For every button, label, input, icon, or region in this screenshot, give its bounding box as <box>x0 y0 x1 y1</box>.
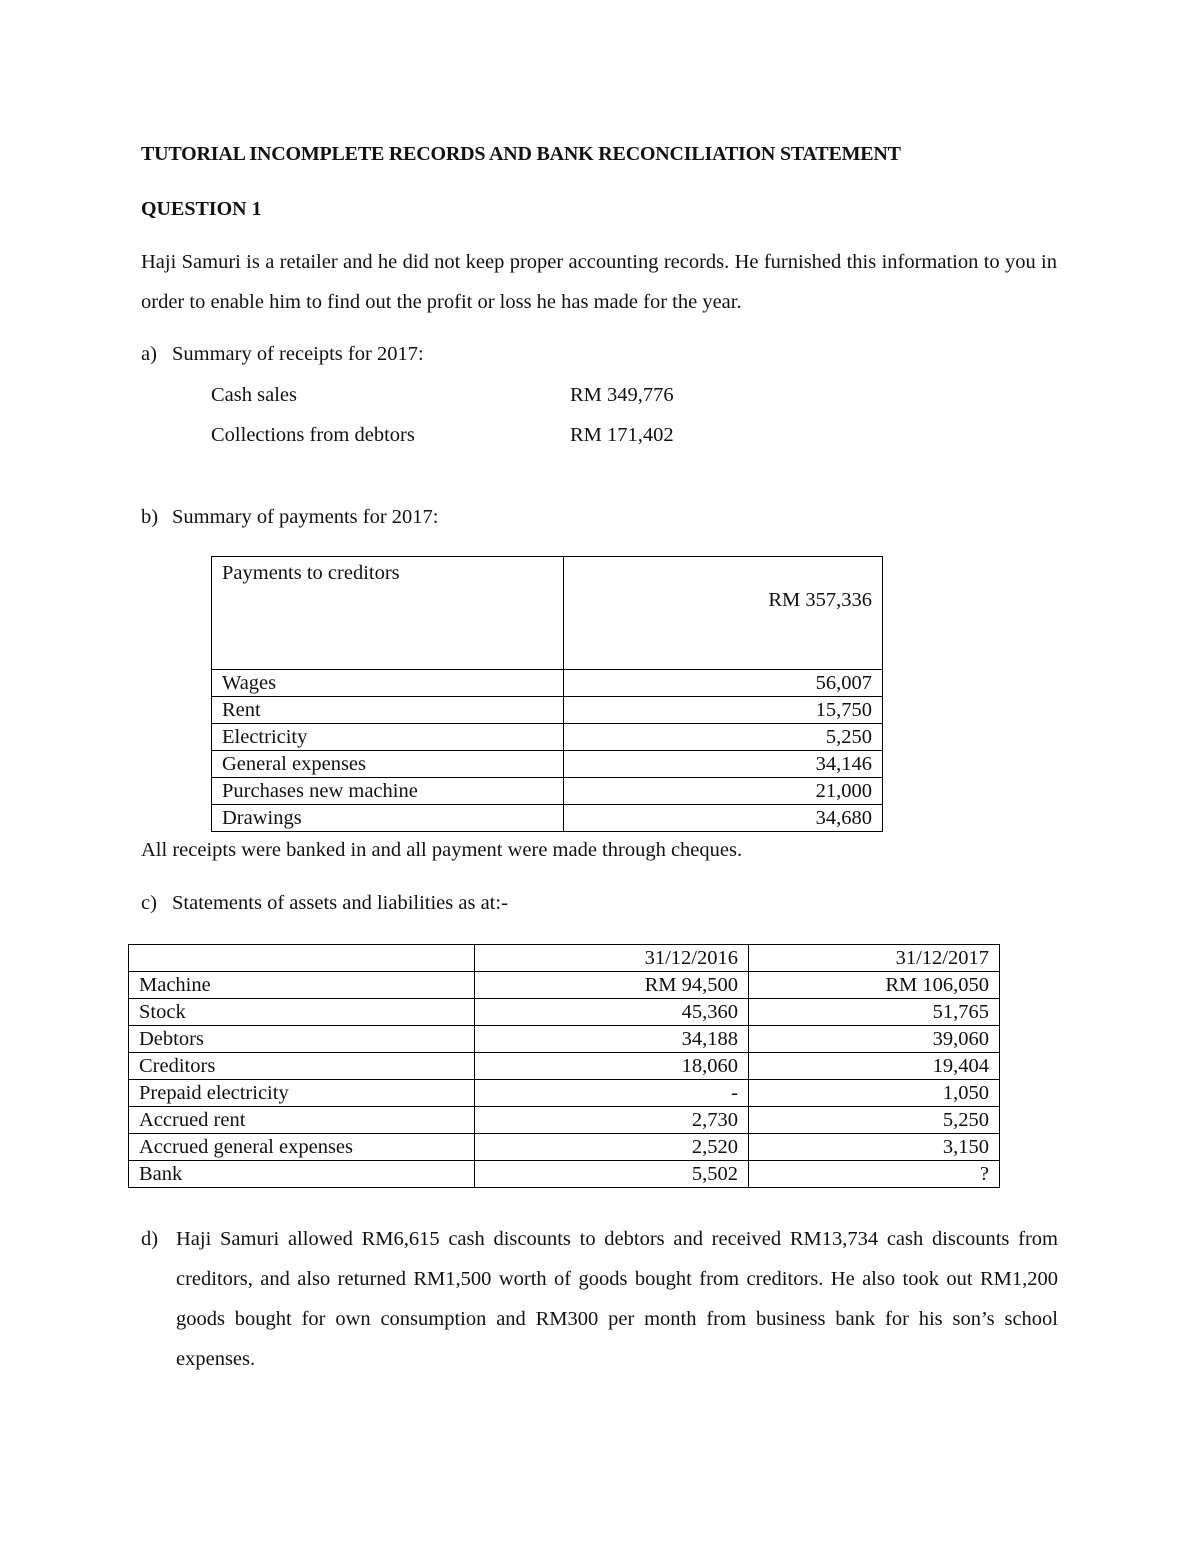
asset-label: Prepaid electricity <box>129 1080 475 1107</box>
table-row <box>212 778 883 805</box>
receipt-collections-amount: RM 171,402 <box>570 424 674 446</box>
payment-amount: 15,750 <box>564 697 883 724</box>
value-2017: 3,150 <box>749 1134 1000 1161</box>
payment-label: General expenses <box>212 751 564 778</box>
payment-amount: 34,146 <box>564 751 883 778</box>
table-header-row <box>129 945 1000 972</box>
receipt-cash-sales-label: Cash sales <box>211 384 297 406</box>
value-2017: 1,050 <box>749 1080 1000 1107</box>
receipt-collections-label: Collections from debtors <box>211 424 415 446</box>
asset-label: Machine <box>129 972 475 999</box>
asset-label: Accrued rent <box>129 1107 475 1134</box>
value-2016: 2,520 <box>475 1134 749 1161</box>
section-d-marker: d) <box>141 1228 159 1250</box>
asset-label: Accrued general expenses <box>129 1134 475 1161</box>
section-b-heading <box>141 506 438 529</box>
table-row <box>129 1107 1000 1134</box>
section-a-heading <box>141 343 424 366</box>
payment-amount: 34,680 <box>564 805 883 832</box>
table-row <box>212 805 883 832</box>
value-2017: RM 106,050 <box>749 972 1000 999</box>
payments-table <box>211 556 883 832</box>
section-a-title: Summary of receipts for 2017: <box>172 343 424 365</box>
table-row <box>212 557 883 670</box>
table-row <box>212 670 883 697</box>
value-2016: - <box>475 1080 749 1107</box>
section-c-marker: c) <box>141 892 157 914</box>
intro-paragraph: Haji Samuri is a retailer and he did not keep proper accounting records. He furnished this information to you in order to enable him to find out the profit or loss he has made for the year. <box>141 251 1057 313</box>
receipt-cash-sales-amount: RM 349,776 <box>570 384 674 406</box>
asset-label: Debtors <box>129 1026 475 1053</box>
value-2017: 51,765 <box>749 999 1000 1026</box>
value-2017: 19,404 <box>749 1053 1000 1080</box>
section-c-title: Statements of assets and liabilities as at:- <box>172 892 508 914</box>
section-d-paragraph: Haji Samuri allowed RM6,615 cash discounts to debtors and received RM13,734 cash discounts from creditors, and also returned RM1,500 worth of goods bought from creditors. He also took out RM1,200 goods bought for own consumption and RM300 per month from business bank for his son’s school expenses. <box>176 1228 1058 1370</box>
value-2016: 45,360 <box>475 999 749 1026</box>
asset-label: Bank <box>129 1161 475 1188</box>
payment-label: Drawings <box>212 805 564 832</box>
table-row <box>129 1080 1000 1107</box>
value-2016: 18,060 <box>475 1053 749 1080</box>
table-row <box>212 751 883 778</box>
value-2017: 5,250 <box>749 1107 1000 1134</box>
table-row <box>129 1161 1000 1188</box>
payment-amount: 21,000 <box>564 778 883 805</box>
section-b-marker: b) <box>141 506 159 528</box>
table-row <box>212 724 883 751</box>
payment-note: All receipts were banked in and all payment were made through cheques. <box>141 839 743 861</box>
payment-amount: RM 357,336 <box>564 557 883 670</box>
asset-label: Creditors <box>129 1053 475 1080</box>
payment-amount: 56,007 <box>564 670 883 697</box>
value-2017: 39,060 <box>749 1026 1000 1053</box>
table-row <box>129 1026 1000 1053</box>
payment-amount: 5,250 <box>564 724 883 751</box>
payment-label: Electricity <box>212 724 564 751</box>
table-row <box>212 697 883 724</box>
column-header: 31/12/2017 <box>749 945 1000 972</box>
payment-label: Payments to creditors <box>212 557 564 670</box>
value-2016: 34,188 <box>475 1026 749 1053</box>
section-b-title: Summary of payments for 2017: <box>172 506 439 528</box>
section-c-heading <box>141 892 508 915</box>
assets-liabilities-table <box>128 944 1000 1188</box>
table-row <box>129 1134 1000 1161</box>
question-heading: QUESTION 1 <box>141 198 262 220</box>
table-row <box>129 972 1000 999</box>
payment-label: Rent <box>212 697 564 724</box>
column-header <box>129 945 475 972</box>
asset-label: Stock <box>129 999 475 1026</box>
payment-label: Wages <box>212 670 564 697</box>
table-row <box>129 1053 1000 1080</box>
document-title: TUTORIAL INCOMPLETE RECORDS AND BANK RECONCILIATION STATEMENT <box>141 143 901 165</box>
column-header: 31/12/2016 <box>475 945 749 972</box>
table-row <box>129 999 1000 1026</box>
payment-label: Purchases new machine <box>212 778 564 805</box>
value-2016: 5,502 <box>475 1161 749 1188</box>
value-2017: ? <box>749 1161 1000 1188</box>
value-2016: RM 94,500 <box>475 972 749 999</box>
value-2016: 2,730 <box>475 1107 749 1134</box>
section-a-marker: a) <box>141 343 157 365</box>
